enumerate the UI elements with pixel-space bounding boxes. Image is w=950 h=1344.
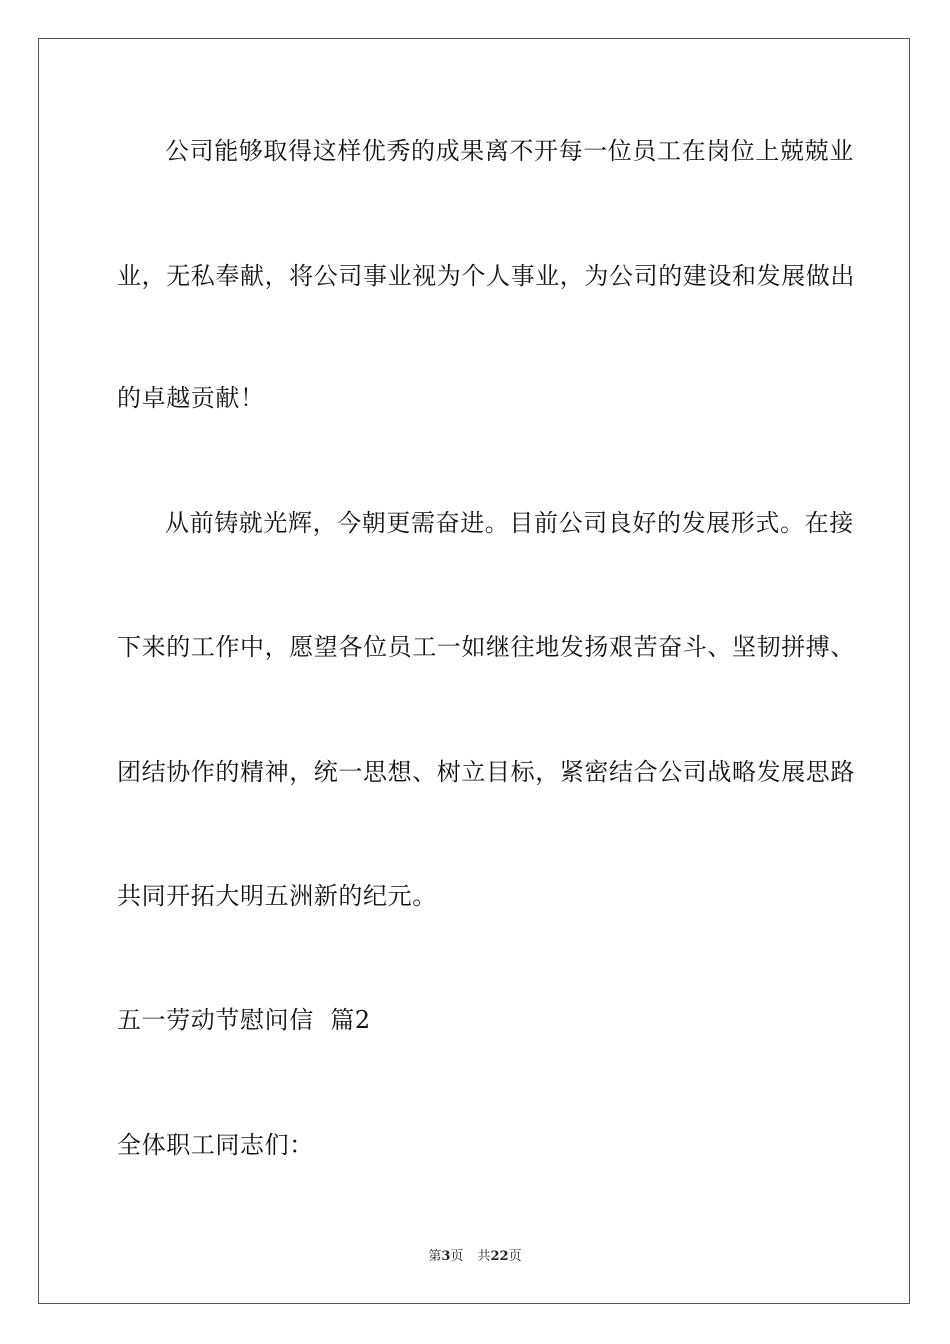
page-prefix: 第 (428, 1249, 442, 1264)
total-pages: 22 (490, 1249, 509, 1264)
paragraph-line-1: 公司能够取得这样优秀的成果离不开每一位员工在岗位上兢兢业 (165, 137, 854, 165)
paragraph-line-2: 业，无私奉献，将公司事业视为个人事业，为公司的建设和发展做出 (117, 262, 855, 290)
paragraph-line-6: 团结协作的精神，统一思想、树立目标，紧密结合公司战略发展思路 (117, 758, 855, 786)
paragraph-line-5: 下来的工作中，愿望各位员工一如继往地发扬艰苦奋斗、坚韧拼搏、 (117, 633, 855, 661)
page-border (38, 38, 910, 1304)
paragraph-line-7: 共同开拓大明五洲新的纪元。 (117, 882, 437, 910)
page-footer (0, 1248, 950, 1266)
total-prefix: 共 (477, 1249, 491, 1264)
total-suffix: 页 (508, 1249, 522, 1264)
page-number: 3 (441, 1249, 451, 1264)
page-suffix: 页 (450, 1249, 464, 1264)
section-heading: 五一劳动节慰问信 篇2 (117, 1006, 371, 1034)
paragraph-line-4: 从前铸就光辉，今朝更需奋进。目前公司良好的发展形式。在接 (165, 509, 854, 537)
salutation: 全体职工同志们： (117, 1131, 314, 1159)
paragraph-line-3: 的卓越贡献！ (117, 384, 265, 412)
